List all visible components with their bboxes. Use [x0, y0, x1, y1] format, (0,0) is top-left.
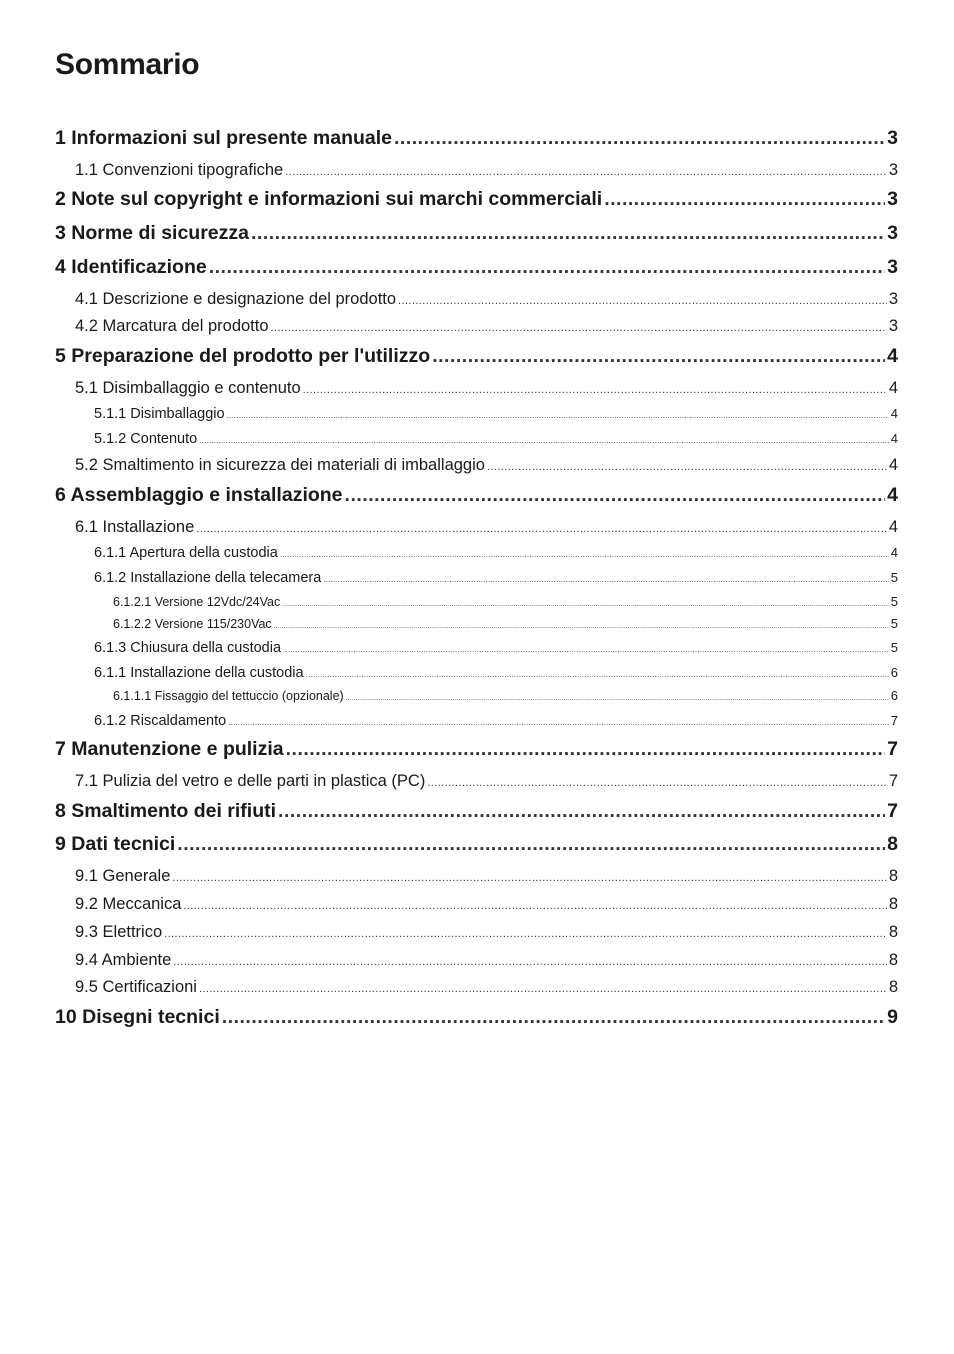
- dot-leader: [346, 695, 889, 702]
- dot-leader: [604, 188, 885, 211]
- toc-entry-label: 5 Preparazione del prodotto per l'utilizzo: [55, 345, 431, 367]
- toc-entry-label: 4.2 Marcatura del prodotto: [75, 317, 269, 335]
- toc-entry-label: 3 Norme di sicurezza: [55, 222, 249, 244]
- toc-entry-page: 8: [888, 867, 898, 885]
- toc-entry-page: 6: [890, 688, 898, 703]
- dot-leader: [222, 1006, 885, 1029]
- toc-entry-page: 4: [888, 456, 898, 474]
- toc-entry[interactable]: [55, 800, 898, 823]
- toc-entry-label: 2 Note sul copyright e informazioni sui marchi commerciali: [55, 188, 603, 210]
- toc-entry-page: 4: [888, 379, 898, 397]
- toc-entry[interactable]: [55, 833, 898, 856]
- dot-leader: [280, 550, 889, 559]
- toc-entry-page: 5: [890, 616, 898, 631]
- toc-entry-label: 9.2 Meccanica: [75, 895, 182, 913]
- toc-entry-page: 3: [887, 222, 898, 244]
- toc-entry[interactable]: [94, 570, 898, 586]
- toc-entry[interactable]: [75, 895, 898, 914]
- dot-leader: [283, 645, 889, 654]
- toc-entry[interactable]: [75, 772, 898, 791]
- toc-entry[interactable]: [75, 161, 898, 180]
- dot-leader: [303, 384, 887, 396]
- toc-entry-page: 7: [887, 800, 898, 822]
- toc-entry-page: 4: [888, 518, 898, 536]
- toc-entry-page: 3: [888, 290, 898, 308]
- toc-entry-label: 6.1.2 Riscaldamento: [94, 713, 227, 729]
- toc-entry-label: 9.4 Ambiente: [75, 951, 172, 969]
- dot-leader: [282, 601, 889, 608]
- toc-entry[interactable]: [94, 545, 898, 561]
- toc-entry[interactable]: [75, 290, 898, 309]
- dot-leader: [323, 575, 888, 584]
- toc-entry-label: 5.1 Disimballaggio e contenuto: [75, 379, 301, 397]
- dot-leader: [274, 623, 889, 630]
- dot-leader: [173, 956, 886, 968]
- toc-entry-page: 4: [890, 406, 898, 421]
- dot-leader: [196, 523, 887, 535]
- dot-leader: [199, 436, 889, 445]
- toc-entry[interactable]: [113, 616, 898, 631]
- toc-entry[interactable]: [55, 345, 898, 368]
- toc-entry-page: 8: [888, 895, 898, 913]
- toc-entry-label: 6.1.1 Apertura della custodia: [94, 545, 278, 561]
- toc-entry[interactable]: [75, 951, 898, 970]
- toc-entry-page: 8: [888, 951, 898, 969]
- toc-entry[interactable]: [55, 484, 898, 507]
- toc-entry[interactable]: [94, 406, 898, 422]
- toc-entry[interactable]: [75, 867, 898, 886]
- dot-leader: [286, 738, 886, 761]
- toc-entry-page: 3: [887, 188, 898, 210]
- toc-entry[interactable]: [94, 640, 898, 656]
- toc-entry-label: 9 Dati tecnici: [55, 833, 176, 855]
- toc-entry-label: 9.3 Elettrico: [75, 923, 163, 941]
- toc-entry-page: 4: [887, 345, 898, 367]
- toc-entry-page: 3: [887, 127, 898, 149]
- dot-leader: [183, 900, 886, 912]
- toc-entry[interactable]: [55, 127, 898, 150]
- toc-entry[interactable]: [55, 256, 898, 279]
- toc-entry[interactable]: [113, 594, 898, 609]
- dot-leader: [306, 670, 889, 679]
- toc-entry-page: 7: [888, 772, 898, 790]
- toc-entry[interactable]: [55, 738, 898, 761]
- dot-leader: [278, 800, 885, 823]
- toc-entry-page: 7: [890, 713, 898, 728]
- toc-entry-page: 8: [888, 978, 898, 996]
- dot-leader: [164, 928, 887, 940]
- toc-entry-page: 6: [890, 665, 898, 680]
- toc-entry-label: 6.1.1.1 Fissaggio del tettuccio (opzionale): [113, 689, 344, 703]
- toc-entry[interactable]: [94, 431, 898, 447]
- dot-leader: [487, 461, 887, 473]
- toc-entry[interactable]: [94, 713, 898, 729]
- toc-entry[interactable]: [75, 317, 898, 336]
- dot-leader: [427, 777, 886, 789]
- toc-entry-label: 6.1.2 Installazione della telecamera: [94, 570, 322, 586]
- toc-entry-label: 6.1.3 Chiusura della custodia: [94, 640, 282, 656]
- dot-leader: [432, 345, 885, 368]
- toc-entry-page: 4: [890, 545, 898, 560]
- dot-leader: [394, 127, 885, 150]
- toc-entry-label: 9.1 Generale: [75, 867, 171, 885]
- toc-entry-page: 5: [890, 570, 898, 585]
- dot-leader: [228, 718, 889, 727]
- toc-entry[interactable]: [55, 1006, 898, 1029]
- toc-entry-page: 3: [888, 317, 898, 335]
- toc-entry-label: 9.5 Certificazioni: [75, 978, 197, 996]
- dot-leader: [345, 484, 886, 507]
- toc-entry-label: 4 Identificazione: [55, 256, 207, 278]
- dot-leader: [227, 411, 889, 420]
- toc-entry-label: 4.1 Descrizione e designazione del prodotto: [75, 290, 397, 308]
- dot-leader: [199, 983, 887, 995]
- dot-leader: [209, 256, 885, 279]
- toc-entry-label: 7 Manutenzione e pulizia: [55, 738, 284, 760]
- toc-entry-label: 1.1 Convenzioni tipografiche: [75, 161, 284, 179]
- toc-entry-label: 5.2 Smaltimento in sicurezza dei materiali di imballaggio: [75, 456, 485, 474]
- dot-leader: [271, 322, 887, 334]
- toc-entry-page: 8: [887, 833, 898, 855]
- toc-entry-page: 9: [887, 1006, 898, 1028]
- toc-entry-page: 5: [890, 640, 898, 655]
- toc-entry[interactable]: [75, 978, 898, 997]
- toc-entry-label: 6.1.2.2 Versione 115/230Vac: [113, 617, 272, 631]
- toc-entry-label: 6.1 Installazione: [75, 518, 195, 536]
- toc-entry-page: 3: [887, 256, 898, 278]
- toc-entry[interactable]: [75, 456, 898, 475]
- toc-entry[interactable]: [94, 665, 898, 681]
- toc-entry-label: 8 Smaltimento dei rifiuti: [55, 800, 277, 822]
- toc-entry-page: 4: [887, 484, 898, 506]
- toc-entry-page: 7: [887, 738, 898, 760]
- toc-entry[interactable]: [55, 222, 898, 245]
- toc-entry-label: 10 Disegni tecnici: [55, 1006, 220, 1028]
- toc-entry-label: 1 Informazioni sul presente manuale: [55, 127, 393, 149]
- dot-leader: [177, 833, 885, 856]
- toc-entry-label: 6.1.1 Installazione della custodia: [94, 665, 304, 681]
- toc-entry[interactable]: [75, 379, 898, 398]
- toc-entry[interactable]: [75, 518, 898, 537]
- toc-entry-label: 6 Assemblaggio e installazione: [55, 484, 343, 506]
- toc-entry-page: 4: [890, 431, 898, 446]
- toc-entry[interactable]: [113, 688, 898, 703]
- dot-leader: [251, 222, 885, 245]
- toc-entry-label: 7.1 Pulizia del vetro e delle parti in plastica (PC): [75, 772, 426, 790]
- dot-leader: [172, 872, 886, 884]
- dot-leader: [285, 166, 887, 178]
- dot-leader: [398, 295, 887, 307]
- toc-entry-page: 8: [888, 923, 898, 941]
- toc-entry-page: 3: [888, 161, 898, 179]
- toc-entry[interactable]: [75, 923, 898, 942]
- toc-entry-label: 5.1.1 Disimballaggio: [94, 406, 225, 422]
- toc-entry-page: 5: [890, 594, 898, 609]
- toc-entry-label: 5.1.2 Contenuto: [94, 431, 198, 447]
- toc-entry[interactable]: [55, 188, 898, 211]
- toc-entry-label: 6.1.2.1 Versione 12Vdc/24Vac: [113, 595, 281, 609]
- page-title: Sommario: [55, 48, 200, 81]
